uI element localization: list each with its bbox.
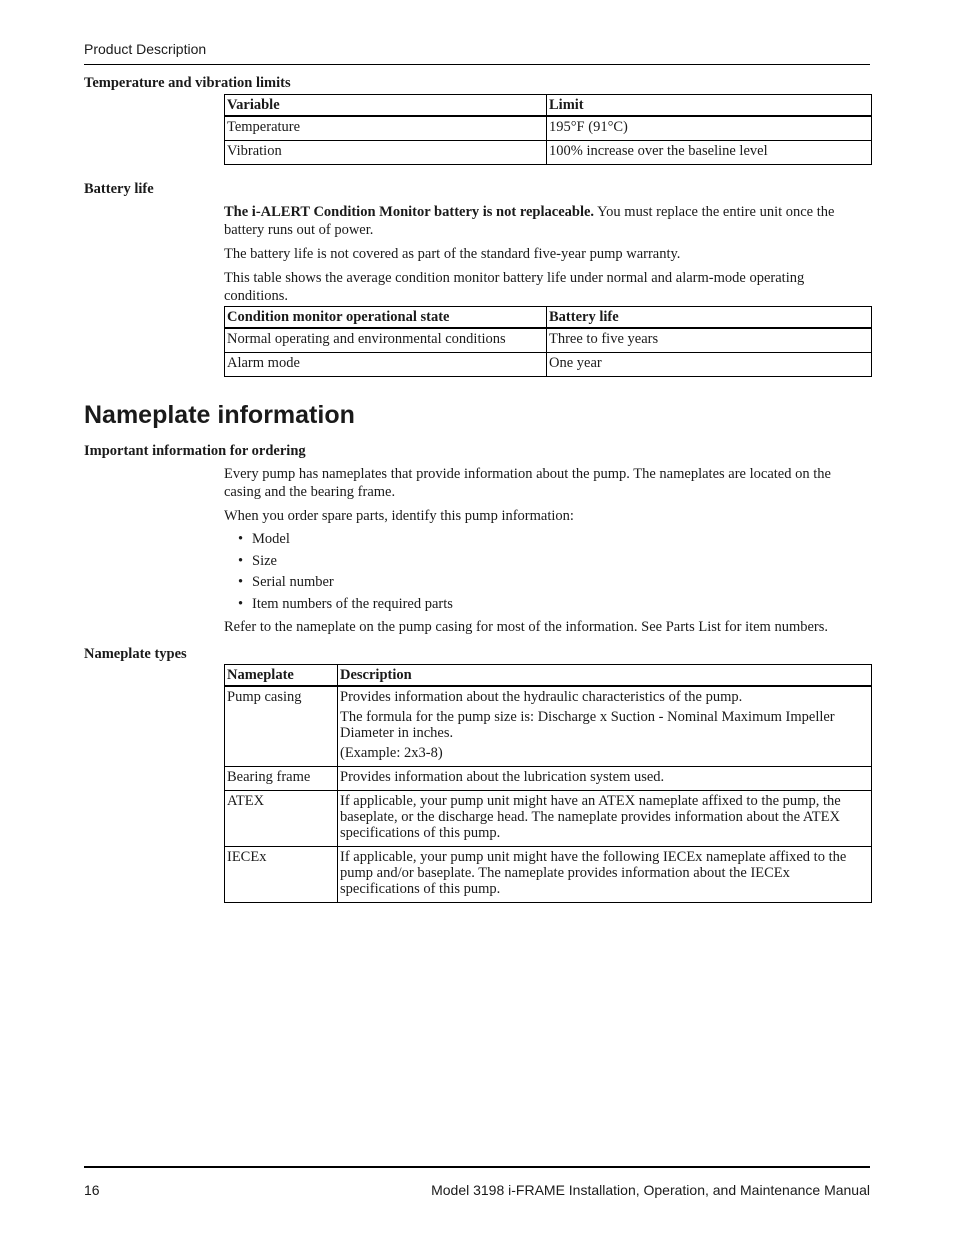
table-row xyxy=(225,328,872,353)
table-row xyxy=(225,847,872,903)
table-header-row xyxy=(225,307,872,329)
column-header: Condition monitor operational state xyxy=(225,307,547,329)
column-header: Description xyxy=(338,665,872,687)
list-item: • Serial number xyxy=(238,573,453,595)
list-item: • Item numbers of the required parts xyxy=(238,595,453,617)
ordering-paragraph-3: Refer to the nameplate on the pump casing for most of the information. See Parts List for item numbers. xyxy=(224,619,829,635)
column-header: Battery life xyxy=(547,307,872,329)
table-cell: Pump casing xyxy=(225,686,338,767)
battery-paragraph-3: This table shows the average condition monitor battery life under normal and alarm-mode operating conditions. xyxy=(224,270,805,304)
header-rule xyxy=(84,64,870,65)
table-cell: Alarm mode xyxy=(225,353,547,377)
ordering-paragraph-1: Every pump has nameplates that provide information about the pump. The nameplates are located on the casing and the bearing frame. xyxy=(224,466,831,500)
table-cell xyxy=(338,686,872,767)
table-row xyxy=(225,116,872,141)
table-header-row xyxy=(225,665,872,687)
table-cell xyxy=(338,791,872,847)
table-cell: Temperature xyxy=(225,116,547,141)
ordering-bullet-list xyxy=(238,530,453,616)
nameplate-types-heading: Nameplate types xyxy=(84,646,187,662)
list-item: • Model xyxy=(238,530,453,552)
table-cell: Normal operating and environmental conditions xyxy=(225,328,547,353)
column-header: Variable xyxy=(225,95,547,117)
table-cell: IECEx xyxy=(225,847,338,903)
table-row xyxy=(225,141,872,165)
battery-warning-bold: The i-ALERT Condition Monitor battery is not replaceable. xyxy=(224,204,595,220)
table-row xyxy=(225,353,872,377)
table-cell: Vibration xyxy=(225,141,547,165)
battery-paragraph-2: The battery life is not covered as part of the standard five-year pump warranty. xyxy=(224,246,681,262)
column-header: Limit xyxy=(547,95,872,117)
battery-heading: Battery life xyxy=(84,181,154,197)
table-cell: ATEX xyxy=(225,791,338,847)
temperature-table xyxy=(224,94,872,165)
table-cell xyxy=(338,767,872,791)
footer-rule xyxy=(84,1166,870,1168)
battery-paragraph-1 xyxy=(224,203,870,239)
description-line: If applicable, your pump unit might have an ATEX nameplate affixed to the pump, the baseplate, or the discharge head. The nameplate provides information about the ATEX specifications of this pump. xyxy=(340,793,841,841)
section-title: Nameplate information xyxy=(84,401,355,429)
page-number: 16 xyxy=(84,1182,100,1198)
temperature-heading: Temperature and vibration limits xyxy=(84,75,291,91)
table-header-row xyxy=(225,95,872,117)
description-line: The formula for the pump size is: Discharge x Suction - Nominal Maximum Impeller Diameter in inches. xyxy=(340,709,835,741)
manual-title: Model 3198 i-FRAME Installation, Operation, and Maintenance Manual xyxy=(431,1182,870,1198)
ordering-paragraph-2: When you order spare parts, identify this pump information: xyxy=(224,508,574,524)
battery-table xyxy=(224,306,872,377)
description-line: Provides information about the hydraulic characteristics of the pump. xyxy=(340,689,743,705)
nameplate-types-table xyxy=(224,664,872,903)
table-cell xyxy=(338,847,872,903)
table-cell: 195°F (91°C) xyxy=(547,116,872,141)
table-row xyxy=(225,767,872,791)
table-cell: Three to five years xyxy=(547,328,872,353)
battery-warning-text: You must replace the entire unit once the battery runs out of power. xyxy=(224,204,835,238)
ordering-heading: Important information for ordering xyxy=(84,443,306,459)
description-line: If applicable, your pump unit might have the following IECEx nameplate affixed to the pump and/or baseplate. The nameplate provides information about the IECEx specifications of this pump. xyxy=(340,849,847,897)
description-line: Provides information about the lubrication system used. xyxy=(340,769,665,785)
list-item: • Size xyxy=(238,552,453,574)
table-cell: One year xyxy=(547,353,872,377)
table-cell: Bearing frame xyxy=(225,767,338,791)
table-cell: 100% increase over the baseline level xyxy=(547,141,872,165)
running-head: Product Description xyxy=(84,41,207,57)
description-line: (Example: 2x3-8) xyxy=(340,745,443,761)
table-row xyxy=(225,791,872,847)
table-row xyxy=(225,686,872,767)
column-header: Nameplate xyxy=(225,665,338,687)
